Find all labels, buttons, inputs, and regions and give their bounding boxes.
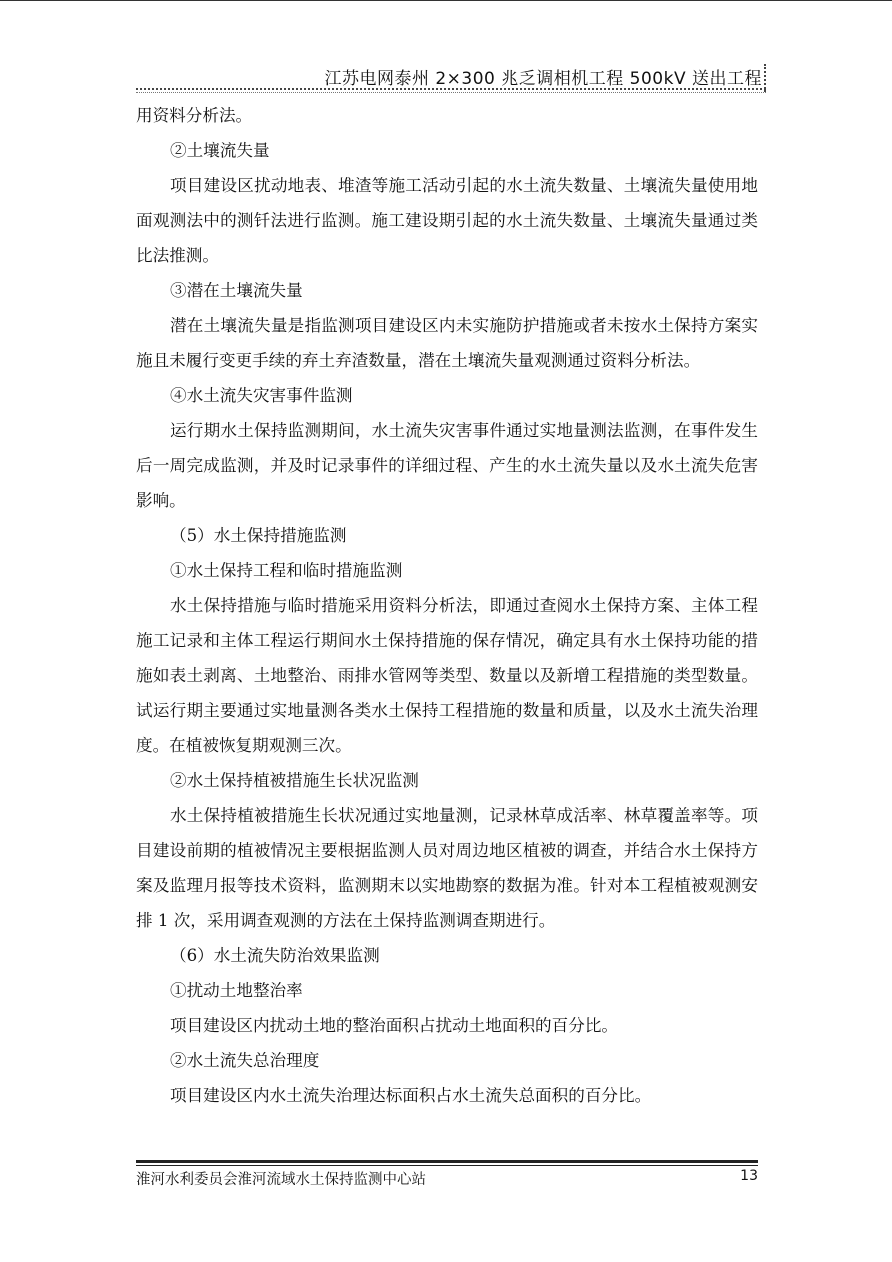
subsection-heading: ②水土流失总治理度 <box>170 1051 320 1070</box>
paragraph: 项目建设区内扰动土地的整治面积占扰动土地面积的百分比。 <box>170 1016 619 1035</box>
paragraph: 项目建设区内水土流失治理达标面积占水土流失总面积的百分比。 <box>170 1086 652 1105</box>
paragraph: 用资料分析法。 <box>136 106 253 125</box>
subsection-heading: ③潜在土壤流失量 <box>170 281 303 300</box>
page-number: 13 <box>740 1168 758 1184</box>
paragraph: 潜在土壤流失量是指监测项目建设区内未实施防护措施或者未按水土保持方案实施且未履行变更手续的弃土弃渣数量，潜在土壤流失量观测通过资料分析法。 <box>136 316 758 370</box>
subsection-heading: ①水土保持工程和临时措施监测 <box>170 561 403 580</box>
paragraph: 运行期水土保持监测期间，水土流失灾害事件通过实地量测法监测，在事件发生后一周完成监测，并及时记录事件的详细过程、产生的水土流失量以及水土流失危害影响。 <box>136 421 758 510</box>
footer-organization: 淮河水利委员会淮河流域水土保持监测中心站 <box>136 1172 426 1188</box>
paragraph: 项目建设区扰动地表、堆渣等施工活动引起的水土流失数量、土壤流失量使用地面观测法中的测钎法进行监测。施工建设期引起的水土流失数量、土壤流失量通过类比法推测。 <box>136 176 758 265</box>
footer-rule-thin <box>136 1165 758 1166</box>
subsection-heading: ④水土流失灾害事件监测 <box>170 386 353 405</box>
section-heading: （5）水土保持措施监测 <box>170 526 347 545</box>
footer-rule-thick <box>136 1160 758 1163</box>
running-header-title: 江苏电网泰州 2×300 兆乏调相机工程 500kV 送出工程 <box>324 69 762 89</box>
header-dotted-vertical-mark <box>764 64 766 92</box>
section-heading: （6）水土流失防治效果监测 <box>170 946 380 965</box>
page-top-border <box>0 0 892 1</box>
subsection-heading: ②土壤流失量 <box>170 141 270 160</box>
subsection-heading: ②水土保持植被措施生长状况监测 <box>170 771 419 790</box>
header-dotted-rule <box>136 88 766 90</box>
subsection-heading: ①扰动土地整治率 <box>170 981 303 1000</box>
document-body <box>136 98 758 1113</box>
header-dotted-rule-secondary <box>136 92 766 93</box>
paragraph: 水土保持措施与临时措施采用资料分析法，即通过查阅水土保持方案、主体工程施工记录和主体工程运行期间水土保持措施的保存情况，确定具有水土保持功能的措施如表土剥离、土地整治、雨排水管网等类型、数量以及新增工程措施的类型数量。试运行期主要通过实地量测各类水土保持工程措施的数量和质量，以及水土流失治理度。在植被恢复期观测三次。 <box>136 596 758 755</box>
paragraph: 水土保持植被措施生长状况通过实地量测，记录林草成活率、林草覆盖率等。项目建设前期的植被情况主要根据监测人员对周边地区植被的调查，并结合水土保持方案及监理月报等技术资料，监测期末以实地勘察的数据为准。针对本工程植被观测安排 1 次，采用调查观测的方法在土保持监测调查期进行。 <box>136 806 758 930</box>
